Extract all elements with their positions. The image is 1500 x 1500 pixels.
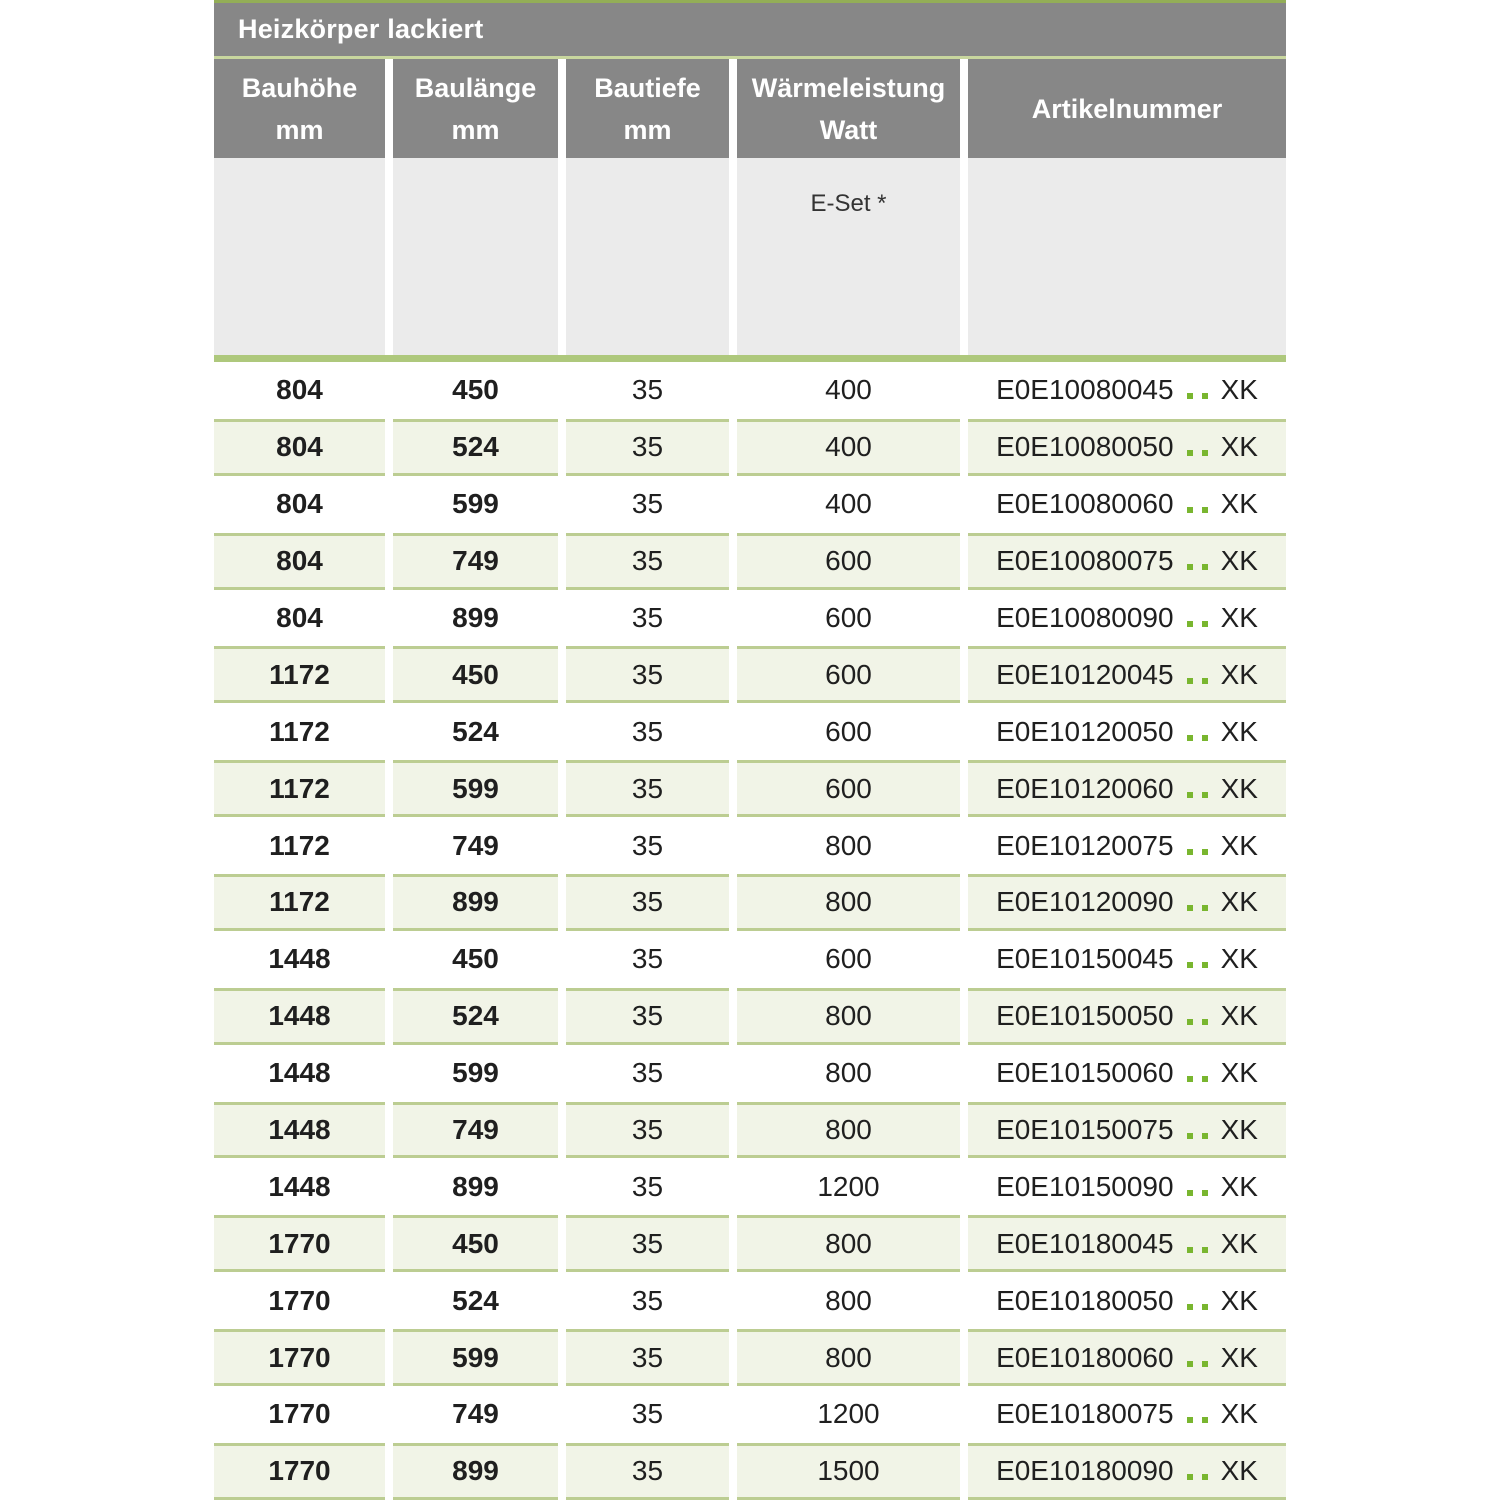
artikelnummer-suffix: XK bbox=[1220, 1455, 1258, 1487]
cell-bauhoehe: 1770 bbox=[214, 1386, 385, 1443]
cell-bautiefe: 35 bbox=[566, 1102, 729, 1159]
artikelnummer-suffix: XK bbox=[1220, 1284, 1258, 1316]
color-placeholder-dot-icon bbox=[1187, 1133, 1193, 1139]
cell-baulaenge: 524 bbox=[393, 703, 558, 760]
cell-artikelnummer bbox=[968, 533, 1286, 590]
cell-artikelnummer bbox=[968, 1102, 1286, 1159]
cell-bauhoehe: 1172 bbox=[214, 646, 385, 703]
cell-bauhoehe: 1448 bbox=[214, 988, 385, 1045]
cell-watt: 800 bbox=[737, 874, 960, 931]
cell-baulaenge: 899 bbox=[393, 1158, 558, 1215]
cell-artikelnummer bbox=[968, 1443, 1286, 1500]
color-placeholder-dot-icon bbox=[1187, 1361, 1193, 1367]
subheader-cell-bauhoehe bbox=[214, 158, 385, 355]
column-header-label: Bauhöhe bbox=[241, 72, 358, 103]
cell-baulaenge: 450 bbox=[393, 362, 558, 419]
artikelnummer-prefix: E0E10180050 bbox=[996, 1284, 1174, 1316]
table-row bbox=[214, 874, 1286, 931]
artikelnummer-suffix: XK bbox=[1220, 374, 1258, 406]
cell-artikelnummer bbox=[968, 590, 1286, 647]
cell-bauhoehe: 1172 bbox=[214, 703, 385, 760]
table-row bbox=[214, 1329, 1286, 1386]
cell-bautiefe: 35 bbox=[566, 1443, 729, 1500]
color-placeholder-dot-icon bbox=[1202, 1076, 1208, 1082]
cell-bauhoehe: 1448 bbox=[214, 931, 385, 988]
color-placeholder-dot-icon bbox=[1187, 962, 1193, 968]
artikelnummer-prefix: E0E10120075 bbox=[996, 829, 1174, 861]
column-header-unit: Watt bbox=[819, 114, 878, 145]
cell-bautiefe: 35 bbox=[566, 1329, 729, 1386]
table-row bbox=[214, 476, 1286, 533]
artikelnummer-suffix: XK bbox=[1220, 658, 1258, 690]
cell-artikelnummer bbox=[968, 760, 1286, 817]
color-placeholder-dot-icon bbox=[1202, 735, 1208, 741]
cell-baulaenge: 524 bbox=[393, 419, 558, 476]
column-header-bautiefe bbox=[566, 59, 729, 158]
artikelnummer-prefix: E0E10080075 bbox=[996, 545, 1174, 577]
cell-baulaenge: 450 bbox=[393, 646, 558, 703]
artikelnummer-prefix: E0E10180075 bbox=[996, 1398, 1174, 1430]
subheader-row bbox=[214, 158, 1286, 355]
artikelnummer-suffix: XK bbox=[1220, 1341, 1258, 1373]
artikelnummer-prefix: E0E10120060 bbox=[996, 772, 1174, 804]
color-placeholder-dot-icon bbox=[1187, 849, 1193, 855]
color-placeholder-dot-icon bbox=[1187, 678, 1193, 684]
cell-baulaenge: 450 bbox=[393, 1215, 558, 1272]
cell-bautiefe: 35 bbox=[566, 590, 729, 647]
cell-bauhoehe: 1770 bbox=[214, 1443, 385, 1500]
cell-baulaenge: 749 bbox=[393, 817, 558, 874]
column-header-unit: mm bbox=[275, 114, 324, 145]
color-placeholder-dot-icon bbox=[1187, 792, 1193, 798]
cell-watt: 600 bbox=[737, 760, 960, 817]
cell-baulaenge: 599 bbox=[393, 760, 558, 817]
table-row bbox=[214, 1443, 1286, 1500]
color-placeholder-dot-icon bbox=[1202, 1247, 1208, 1253]
artikelnummer-prefix: E0E10080060 bbox=[996, 488, 1174, 520]
cell-bauhoehe: 1770 bbox=[214, 1272, 385, 1329]
artikelnummer-suffix: XK bbox=[1220, 1398, 1258, 1430]
cell-artikelnummer bbox=[968, 1158, 1286, 1215]
table-row bbox=[214, 1102, 1286, 1159]
color-placeholder-dot-icon bbox=[1202, 621, 1208, 627]
color-placeholder-dot-icon bbox=[1187, 564, 1193, 570]
artikelnummer-prefix: E0E10150050 bbox=[996, 1000, 1174, 1032]
artikelnummer-suffix: XK bbox=[1220, 886, 1258, 918]
color-placeholder-dot-icon bbox=[1187, 393, 1193, 399]
artikelnummer-suffix: XK bbox=[1220, 431, 1258, 463]
cell-watt: 600 bbox=[737, 533, 960, 590]
color-placeholder-dot-icon bbox=[1187, 1474, 1193, 1480]
cell-bauhoehe: 804 bbox=[214, 476, 385, 533]
color-placeholder-dot-icon bbox=[1187, 1190, 1193, 1196]
column-header-artikelnummer bbox=[968, 59, 1286, 158]
column-header-label: Baulänge bbox=[414, 72, 537, 103]
cell-bauhoehe: 1172 bbox=[214, 817, 385, 874]
cell-bautiefe: 35 bbox=[566, 533, 729, 590]
cell-watt: 400 bbox=[737, 362, 960, 419]
color-placeholder-dot-icon bbox=[1187, 621, 1193, 627]
artikelnummer-suffix: XK bbox=[1220, 1227, 1258, 1259]
cell-baulaenge: 524 bbox=[393, 1272, 558, 1329]
cell-baulaenge: 899 bbox=[393, 590, 558, 647]
artikelnummer-suffix: XK bbox=[1220, 488, 1258, 520]
artikelnummer-suffix: XK bbox=[1220, 772, 1258, 804]
cell-artikelnummer bbox=[968, 1386, 1286, 1443]
cell-bauhoehe: 1172 bbox=[214, 874, 385, 931]
cell-bautiefe: 35 bbox=[566, 874, 729, 931]
header-separator-bar bbox=[214, 355, 1286, 362]
cell-watt: 800 bbox=[737, 1215, 960, 1272]
color-placeholder-dot-icon bbox=[1187, 1076, 1193, 1082]
cell-baulaenge: 749 bbox=[393, 1386, 558, 1443]
color-placeholder-dot-icon bbox=[1187, 1417, 1193, 1423]
color-placeholder-dot-icon bbox=[1187, 735, 1193, 741]
cell-artikelnummer bbox=[968, 703, 1286, 760]
column-header-baulaenge bbox=[393, 59, 558, 158]
color-placeholder-dot-icon bbox=[1202, 1190, 1208, 1196]
cell-artikelnummer bbox=[968, 817, 1286, 874]
cell-baulaenge: 899 bbox=[393, 874, 558, 931]
table-row bbox=[214, 533, 1286, 590]
cell-watt: 1500 bbox=[737, 1443, 960, 1500]
cell-watt: 400 bbox=[737, 476, 960, 533]
color-placeholder-dot-icon bbox=[1187, 1304, 1193, 1310]
cell-baulaenge: 749 bbox=[393, 533, 558, 590]
color-placeholder-dot-icon bbox=[1202, 1019, 1208, 1025]
table-row bbox=[214, 931, 1286, 988]
artikelnummer-suffix: XK bbox=[1220, 1114, 1258, 1146]
cell-artikelnummer bbox=[968, 362, 1286, 419]
cell-bautiefe: 35 bbox=[566, 817, 729, 874]
cell-baulaenge: 599 bbox=[393, 476, 558, 533]
cell-baulaenge: 524 bbox=[393, 988, 558, 1045]
column-header-row bbox=[214, 59, 1286, 158]
artikelnummer-prefix: E0E10180090 bbox=[996, 1455, 1174, 1487]
cell-bautiefe: 35 bbox=[566, 760, 729, 817]
cell-bauhoehe: 804 bbox=[214, 362, 385, 419]
cell-bautiefe: 35 bbox=[566, 931, 729, 988]
cell-artikelnummer bbox=[968, 988, 1286, 1045]
artikelnummer-prefix: E0E10150075 bbox=[996, 1114, 1174, 1146]
artikelnummer-suffix: XK bbox=[1220, 1170, 1258, 1202]
cell-baulaenge: 450 bbox=[393, 931, 558, 988]
cell-watt: 800 bbox=[737, 988, 960, 1045]
cell-bauhoehe: 1448 bbox=[214, 1045, 385, 1102]
cell-bautiefe: 35 bbox=[566, 646, 729, 703]
column-header-label: Bautiefe bbox=[594, 72, 701, 103]
artikelnummer-prefix: E0E10080050 bbox=[996, 431, 1174, 463]
table-row bbox=[214, 362, 1286, 419]
cell-bauhoehe: 1448 bbox=[214, 1102, 385, 1159]
artikelnummer-prefix: E0E10150090 bbox=[996, 1170, 1174, 1202]
table-row bbox=[214, 988, 1286, 1045]
cell-bauhoehe: 1172 bbox=[214, 760, 385, 817]
artikelnummer-prefix: E0E10180060 bbox=[996, 1341, 1174, 1373]
cell-watt: 800 bbox=[737, 817, 960, 874]
table-row bbox=[214, 646, 1286, 703]
product-table bbox=[214, 0, 1286, 1500]
cell-watt: 600 bbox=[737, 646, 960, 703]
color-placeholder-dot-icon bbox=[1202, 1361, 1208, 1367]
cell-bautiefe: 35 bbox=[566, 476, 729, 533]
table-row bbox=[214, 760, 1286, 817]
column-header-waermeleistung bbox=[737, 59, 960, 158]
cell-bauhoehe: 804 bbox=[214, 590, 385, 647]
color-placeholder-dot-icon bbox=[1202, 1474, 1208, 1480]
cell-watt: 1200 bbox=[737, 1386, 960, 1443]
subheader-cell-waermeleistung bbox=[737, 158, 960, 355]
cell-bauhoehe: 804 bbox=[214, 533, 385, 590]
cell-baulaenge: 599 bbox=[393, 1045, 558, 1102]
color-placeholder-dot-icon bbox=[1202, 905, 1208, 911]
cell-bauhoehe: 1770 bbox=[214, 1329, 385, 1386]
cell-bauhoehe: 1770 bbox=[214, 1215, 385, 1272]
color-placeholder-dot-icon bbox=[1187, 507, 1193, 513]
color-placeholder-dot-icon bbox=[1202, 1417, 1208, 1423]
artikelnummer-prefix: E0E10080090 bbox=[996, 602, 1174, 633]
artikelnummer-prefix: E0E10120050 bbox=[996, 715, 1174, 747]
table-title-bar bbox=[214, 3, 1286, 56]
color-placeholder-dot-icon bbox=[1202, 1304, 1208, 1310]
artikelnummer-suffix: XK bbox=[1220, 602, 1258, 633]
cell-baulaenge: 899 bbox=[393, 1443, 558, 1500]
subheader-cell-bautiefe bbox=[566, 158, 729, 355]
table-row bbox=[214, 590, 1286, 647]
color-placeholder-dot-icon bbox=[1187, 905, 1193, 911]
cell-bauhoehe: 804 bbox=[214, 419, 385, 476]
cell-watt: 800 bbox=[737, 1329, 960, 1386]
column-header-label: Wärmeleistung bbox=[751, 72, 946, 103]
cell-artikelnummer bbox=[968, 646, 1286, 703]
color-placeholder-dot-icon bbox=[1202, 564, 1208, 570]
cell-bauhoehe: 1448 bbox=[214, 1158, 385, 1215]
table-title: Heizkörper lackiert bbox=[238, 14, 484, 44]
table-row bbox=[214, 817, 1286, 874]
cell-bautiefe: 35 bbox=[566, 419, 729, 476]
cell-bautiefe: 35 bbox=[566, 1158, 729, 1215]
table-row bbox=[214, 419, 1286, 476]
subheader-cell-artikelnummer bbox=[968, 158, 1286, 355]
artikelnummer-suffix: XK bbox=[1220, 1000, 1258, 1032]
artikelnummer-suffix: XK bbox=[1220, 829, 1258, 861]
cell-artikelnummer bbox=[968, 874, 1286, 931]
cell-artikelnummer bbox=[968, 476, 1286, 533]
color-placeholder-dot-icon bbox=[1202, 678, 1208, 684]
color-placeholder-dot-icon bbox=[1202, 849, 1208, 855]
artikelnummer-prefix: E0E10150060 bbox=[996, 1057, 1174, 1089]
cell-watt: 600 bbox=[737, 590, 960, 647]
table-row bbox=[214, 1215, 1286, 1272]
cell-bautiefe: 35 bbox=[566, 1045, 729, 1102]
cell-watt: 400 bbox=[737, 419, 960, 476]
column-header-unit: mm bbox=[623, 114, 672, 145]
color-placeholder-dot-icon bbox=[1202, 792, 1208, 798]
cell-bautiefe: 35 bbox=[566, 703, 729, 760]
subheader-cell-baulaenge bbox=[393, 158, 558, 355]
eset-label: E-Set * bbox=[810, 190, 887, 217]
table-rows bbox=[214, 362, 1286, 1500]
table-row bbox=[214, 703, 1286, 760]
cell-bautiefe: 35 bbox=[566, 1215, 729, 1272]
color-placeholder-dot-icon bbox=[1202, 1133, 1208, 1139]
artikelnummer-suffix: XK bbox=[1220, 943, 1258, 975]
cell-watt: 800 bbox=[737, 1272, 960, 1329]
cell-artikelnummer bbox=[968, 419, 1286, 476]
artikelnummer-prefix: E0E10150045 bbox=[996, 943, 1174, 975]
color-placeholder-dot-icon bbox=[1202, 450, 1208, 456]
column-header-bauhoehe bbox=[214, 59, 385, 158]
color-placeholder-dot-icon bbox=[1202, 393, 1208, 399]
cell-bautiefe: 35 bbox=[566, 1386, 729, 1443]
artikelnummer-prefix: E0E10180045 bbox=[996, 1227, 1174, 1259]
artikelnummer-prefix: E0E10120090 bbox=[996, 886, 1174, 918]
cell-baulaenge: 599 bbox=[393, 1329, 558, 1386]
cell-bautiefe: 35 bbox=[566, 988, 729, 1045]
cell-watt: 600 bbox=[737, 703, 960, 760]
color-placeholder-dot-icon bbox=[1187, 1019, 1193, 1025]
artikelnummer-suffix: XK bbox=[1220, 715, 1258, 747]
cell-artikelnummer bbox=[968, 1045, 1286, 1102]
color-placeholder-dot-icon bbox=[1187, 1247, 1193, 1253]
color-placeholder-dot-icon bbox=[1202, 962, 1208, 968]
table-row bbox=[214, 1158, 1286, 1215]
cell-artikelnummer bbox=[968, 931, 1286, 988]
column-header-label: Artikelnummer bbox=[1031, 93, 1223, 124]
column-header-unit: mm bbox=[451, 114, 500, 145]
artikelnummer-suffix: XK bbox=[1220, 1057, 1258, 1089]
color-placeholder-dot-icon bbox=[1187, 450, 1193, 456]
cell-bautiefe: 35 bbox=[566, 362, 729, 419]
artikelnummer-prefix: E0E10080045 bbox=[996, 374, 1174, 406]
cell-watt: 800 bbox=[737, 1045, 960, 1102]
table-row bbox=[214, 1045, 1286, 1102]
cell-watt: 600 bbox=[737, 931, 960, 988]
cell-watt: 800 bbox=[737, 1102, 960, 1159]
artikelnummer-suffix: XK bbox=[1220, 545, 1258, 577]
cell-artikelnummer bbox=[968, 1272, 1286, 1329]
table-row bbox=[214, 1386, 1286, 1443]
cell-artikelnummer bbox=[968, 1329, 1286, 1386]
cell-bautiefe: 35 bbox=[566, 1272, 729, 1329]
table-row bbox=[214, 1272, 1286, 1329]
artikelnummer-prefix: E0E10120045 bbox=[996, 658, 1174, 690]
cell-watt: 1200 bbox=[737, 1158, 960, 1215]
color-placeholder-dot-icon bbox=[1202, 507, 1208, 513]
cell-artikelnummer bbox=[968, 1215, 1286, 1272]
cell-baulaenge: 749 bbox=[393, 1102, 558, 1159]
